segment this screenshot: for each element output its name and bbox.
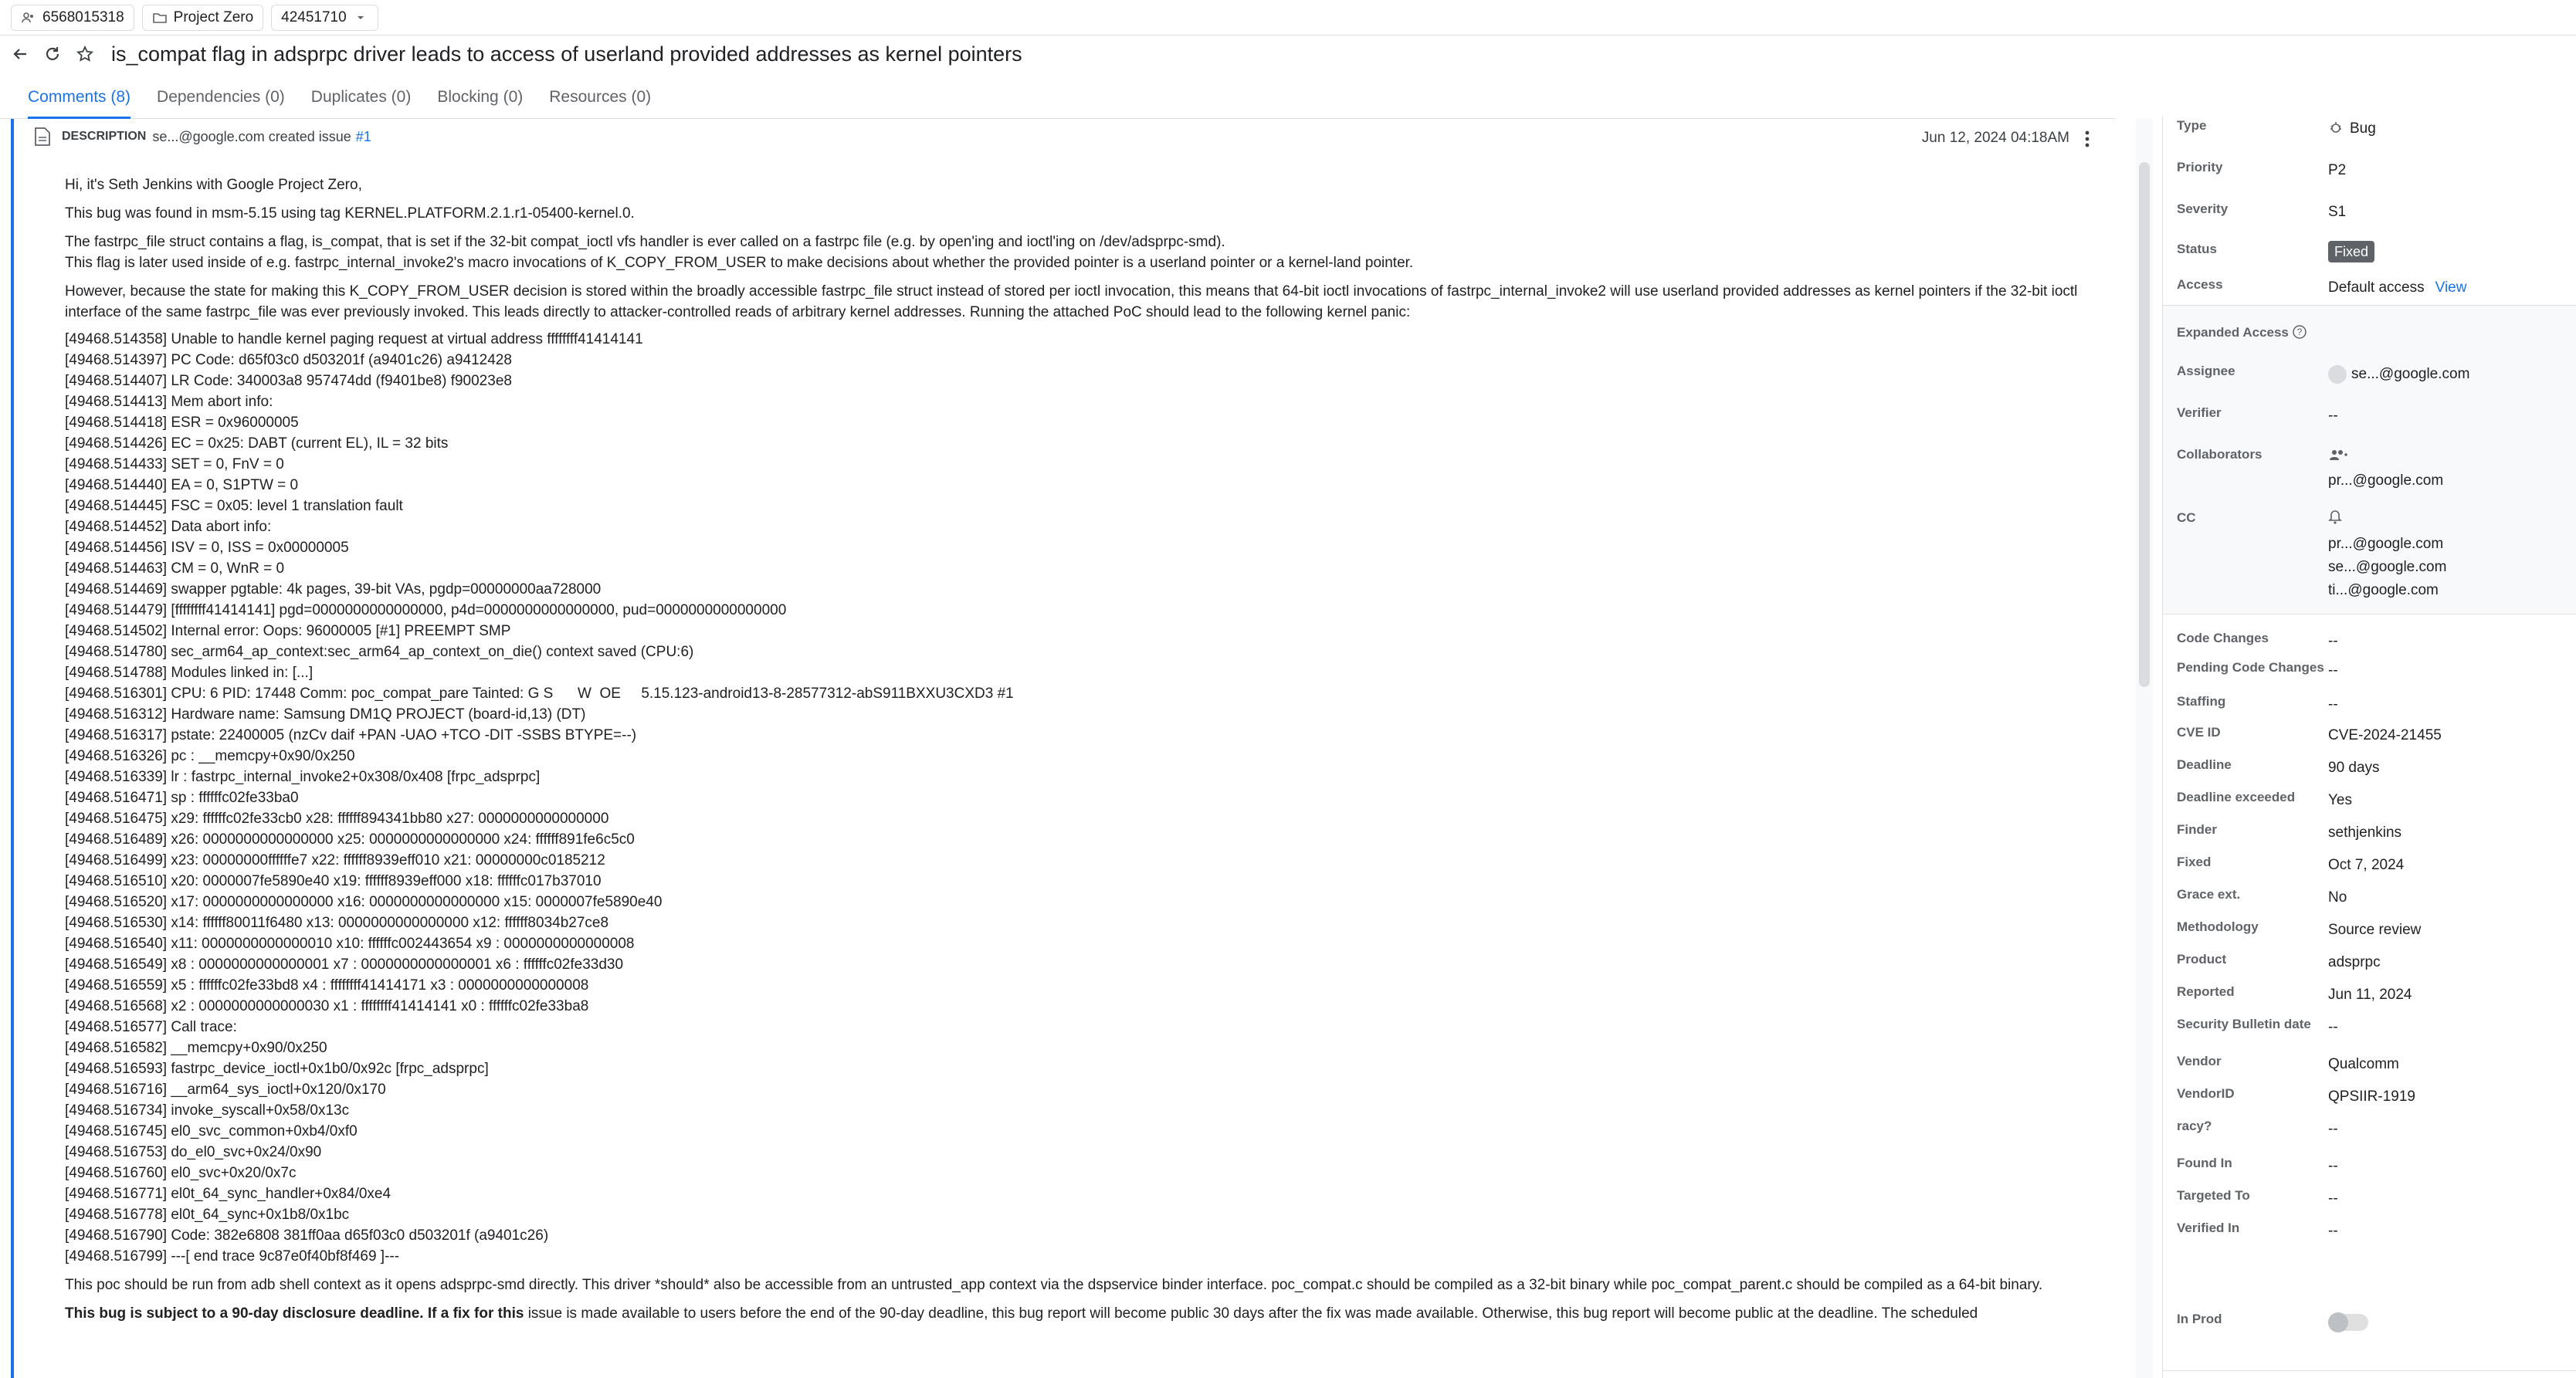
field-label: Severity [2177, 201, 2229, 216]
trace-line: [49468.514397] PC Code: d65f03c0 d503201f (a9401c26) a9412428 [65, 352, 512, 368]
paragraph: This bug was found in msm-5.15 using tag KERNEL.PLATFORM.2.1.r1-05400-kernel.0. [65, 205, 635, 222]
cc-value: pr...@google.com [2328, 536, 2444, 552]
issue-title: is_compat flag in adsprpc driver leads to access of userland provided addresses as kernel pointers [111, 42, 1022, 66]
field-label: Fixed [2177, 855, 2212, 869]
trace-line: [49468.516317] pstate: 22400005 (nzCv daif +PAN -UAO +TCO -DIT -SSBS BTYPE=--) [65, 727, 637, 743]
refresh-icon[interactable] [43, 45, 62, 63]
custom-field-row [2163, 951, 2576, 974]
in-prod-toggle[interactable] [2328, 1314, 2368, 1331]
trace-line: [49468.514452] Data abort info: [65, 519, 272, 535]
field-cc [2163, 510, 2576, 602]
field-priority [2163, 159, 2576, 182]
trace-line: [49468.516568] x2 : 0000000000000030 x1 : ffffffff41414141 x0 : ffffffc02fe33ba8 [65, 998, 589, 1014]
field-value[interactable]: -- [2328, 1190, 2338, 1207]
field-value[interactable]: -- [2328, 633, 2338, 649]
top-bar [0, 0, 2576, 36]
trace-line: [49468.514445] FSC = 0x05: level 1 translation fault [65, 498, 403, 514]
star-icon[interactable] [76, 45, 94, 63]
trace-line: [49468.514788] Modules linked in: [...] [65, 665, 314, 681]
avatar [2328, 365, 2347, 384]
in-prod-cell [2328, 1311, 2576, 1334]
field-value[interactable]: Qualcomm [2328, 1056, 2399, 1072]
field-assignee [2163, 363, 2576, 386]
folder-icon [152, 10, 168, 25]
field-label: Finder [2177, 822, 2217, 837]
paragraph: However, because the state for making this K_COPY_FROM_USER decision is stored within the broadly accessible fastrpc_file struct instead of stored per ioctl invocation, this means that 64-bit ioctl invocations of fastrpc_internal_invoke2 will use userland provided addresses as kernel pointers if the 32-bit ioctl interface of the same fastrpc_file was ever previously invoked. This leads directly to attacker-controlled reads of arbitrary kernel addresses. Running the attached PoC should lead to the following kernel panic: [65, 283, 2078, 320]
trace-line: [49468.514407] LR Code: 340003a8 957474dd (f9401be8) f90023e8 [65, 373, 512, 389]
trace-line: [49468.514413] Mem abort info: [65, 394, 273, 410]
field-label: Verifier [2177, 405, 2222, 420]
field-label: Verified In [2177, 1221, 2240, 1235]
assignee-cell[interactable] [2328, 363, 2576, 386]
field-value[interactable]: adsprpc [2328, 954, 2381, 970]
field-label: Collaborators [2177, 447, 2262, 462]
trace-line: [49468.516549] x8 : 0000000000000001 x7 : 0000000000000001 x6 : ffffffc02fe33d30 [65, 956, 624, 973]
divider [2162, 614, 2576, 615]
description-label: DESCRIPTION [62, 130, 147, 143]
tab-bar [0, 77, 2116, 119]
trace-line: [49468.514469] swapper pgtable: 4k pages, 39-bit VAs, pgdp=00000000aa728000 [65, 581, 602, 598]
trace-line: [49468.516530] x14: ffffff80011f6480 x13: 0000000000000000 x12: ffffff8034b27ce8 [65, 915, 609, 931]
help-icon[interactable] [2292, 324, 2307, 340]
field-label: Targeted To [2177, 1188, 2250, 1203]
trace-line: [49468.516716] __arm64_sys_ioctl+0x120/0x170 [65, 1082, 386, 1098]
trace-line: [49468.516577] Call trace: [65, 1019, 237, 1035]
tab-dependencies[interactable]: Dependencies (0) [157, 88, 285, 106]
title-bar [0, 36, 2576, 73]
field-value[interactable]: -- [2328, 696, 2338, 713]
custom-field-row [2163, 1085, 2576, 1109]
field-value[interactable]: -- [2328, 1019, 2338, 1035]
field-value[interactable]: Yes [2328, 792, 2352, 808]
project-chip[interactable] [142, 5, 263, 31]
custom-field-row [2163, 1053, 2576, 1076]
custom-field-row [2163, 919, 2576, 942]
trace-line: [49468.514358] Unable to handle kernel paging request at virtual address ffffffff41414141 [65, 331, 643, 347]
paragraph: Hi, it's Seth Jenkins with Google Project Zero, [65, 177, 362, 193]
field-label: Staffing [2177, 694, 2226, 709]
custom-field-row [2163, 724, 2576, 747]
field-label: Security Bulletin date [2177, 1017, 2311, 1031]
field-verifier [2163, 405, 2576, 428]
trace-line: [49468.516339] lr : fastrpc_internal_invoke2+0x308/0x408 [frpc_adsprpc] [65, 769, 541, 785]
access-view-link[interactable]: View [2435, 279, 2467, 296]
field-label: CVE ID [2177, 725, 2221, 740]
custom-field-row [2163, 1155, 2576, 1178]
status-badge: Fixed [2328, 241, 2374, 262]
deadline-bold: This bug is subject to a 90-day disclosure deadline. If a fix for this [65, 1305, 524, 1322]
paragraph: The fastrpc_file struct contains a flag, is_compat, that is set if the 32-bit compat_ioctl vfs handler is ever called on a fastrpc file (e.g. by open'ing and ioctl'ing on /dev/adsprpc-smd). [65, 234, 1225, 250]
description-author: se...@google.com created issue [152, 128, 351, 144]
custom-field-row [2163, 659, 2576, 682]
trace-line: [49468.516510] x20: 0000007fe5890e40 x19: ffffff8939eff000 x18: ffffffc017b37010 [65, 873, 602, 889]
deadline-paragraph [65, 1303, 2103, 1324]
trace-line: [49468.516520] x17: 0000000000000000 x16: 0000000000000000 x15: 0000007fe5890e40 [65, 894, 663, 910]
scrollbar-thumb[interactable] [2139, 162, 2150, 687]
trace-line: [49468.514418] ESR = 0x96000005 [65, 415, 299, 431]
custom-field-row [2163, 1016, 2576, 1039]
trace-line: [49468.516475] x29: ffffffc02fe33cb0 x28: ffffff894341bb80 x27: 0000000000000000 [65, 811, 609, 827]
svg-text:?: ? [2296, 327, 2303, 337]
priority-value[interactable]: P2 [2328, 162, 2347, 178]
field-access [2163, 276, 2576, 300]
field-label: Priority [2177, 160, 2223, 174]
cc-value: se...@google.com [2328, 559, 2447, 575]
issue-comment-link[interactable]: #1 [355, 128, 371, 144]
divider [2162, 305, 2576, 306]
bell-icon [2328, 510, 2342, 525]
field-severity [2163, 201, 2576, 224]
group-add-icon [2328, 448, 2348, 462]
field-value[interactable]: QPSIIR-1919 [2328, 1089, 2415, 1105]
assignee-value: se...@google.com [2351, 366, 2470, 382]
field-label: Status [2177, 242, 2217, 256]
paragraph: This flag is later used inside of e.g. fastrpc_internal_invoke2's macro invocations of K_COPY_FROM_USER to make decisions about whether the provided pointer is a userland pointer or a kernel-land pointer. [65, 255, 1414, 271]
trace-line: [49468.516745] el0_svc_common+0xb4/0xf0 [65, 1123, 358, 1139]
caret-down-icon [353, 10, 368, 25]
tab-comments[interactable]: Comments (8) [28, 77, 130, 119]
custom-field-row [2163, 789, 2576, 812]
field-label: Deadline [2177, 757, 2232, 772]
issue-id-chip[interactable] [271, 5, 378, 31]
field-label: Grace ext. [2177, 887, 2241, 902]
custom-field-row [2163, 886, 2576, 909]
field-value[interactable]: Jun 11, 2024 [2328, 987, 2412, 1003]
field-value[interactable]: No [2328, 889, 2347, 906]
description-body [65, 174, 2103, 1332]
custom-field-row [2163, 630, 2576, 653]
tab-blocking[interactable]: Blocking (0) [437, 88, 524, 106]
type-value: Bug [2350, 120, 2376, 137]
field-label: CC [2177, 510, 2196, 525]
field-label: Code Changes [2177, 631, 2269, 645]
field-label: Type [2177, 118, 2207, 133]
field-label: racy? [2177, 1119, 2212, 1133]
trace-line: [49468.514456] ISV = 0, ISS = 0x00000005 [65, 540, 349, 556]
field-value[interactable]: CVE-2024-21455 [2328, 727, 2442, 743]
comment-date: Jun 12, 2024 04:18AM [1921, 130, 2069, 146]
custom-field-row [2163, 1220, 2576, 1243]
trace-line: [49468.516499] x23: 00000000ffffffe7 x22: ffffff8939eff010 x21: 00000000c0185212 [65, 852, 605, 868]
field-label: Pending Code Changes [2177, 660, 2324, 675]
verifier-value[interactable]: -- [2328, 408, 2338, 424]
issue-id-text: 42451710 [281, 8, 347, 25]
trace-line: [49468.516771] el0t_64_sync_handler+0x84/0xe4 [65, 1186, 391, 1202]
trace-line: [49468.516790] Code: 382e6808 381ff0aa d65f03c0 d503201f (a9401c26) [65, 1227, 549, 1244]
trace-line: [49468.514479] [ffffffff41414141] pgd=0000000000000000, p4d=0000000000000000, pud=0000000000000000 [65, 602, 787, 618]
trace-line: [49468.516582] __memcpy+0x90/0x250 [65, 1040, 327, 1056]
more-vert-icon[interactable] [2082, 128, 2093, 150]
trace-line: [49468.514440] EA = 0, S1PTW = 0 [65, 477, 299, 493]
component-id-chip[interactable] [11, 5, 134, 31]
status-cell[interactable] [2328, 241, 2576, 264]
trace-line: [49468.514780] sec_arm64_ap_context:sec_arm64_ap_context_on_die() context saved (CPU:6) [65, 644, 694, 660]
access-cell [2328, 276, 2576, 300]
field-label: Deadline exceeded [2177, 790, 2296, 804]
field-type [2163, 117, 2576, 141]
trace-line: [49468.516734] invoke_syscall+0x58/0x13c [65, 1102, 350, 1119]
severity-value[interactable]: S1 [2328, 204, 2347, 220]
trace-line: [49468.516753] do_el0_svc+0x24/0x90 [65, 1144, 322, 1160]
custom-field-row [2163, 854, 2576, 877]
trace-line: [49468.516326] pc : __memcpy+0x90/0x250 [65, 748, 355, 764]
people-icon [21, 10, 36, 25]
field-label: VendorID [2177, 1086, 2235, 1101]
collaborator-value: pr...@google.com [2328, 472, 2444, 489]
bug-icon [2328, 120, 2344, 135]
trace-line: [49468.514433] SET = 0, FnV = 0 [65, 456, 284, 472]
field-label: Product [2177, 952, 2227, 967]
trace-line: [49468.516301] CPU: 6 PID: 17448 Comm: poc_compat_pare Tainted: G S W OE 5.15.123-android13-8-28577312-abS911BXXU3CXD3 #1 [65, 686, 1014, 702]
expanded-access-label: Expanded Access [2177, 325, 2289, 340]
field-in-prod [2163, 1311, 2576, 1334]
project-name-text: Project Zero [173, 8, 254, 25]
trace-line: [49468.516471] sp : ffffffc02fe33ba0 [65, 790, 299, 806]
field-label: Reported [2177, 984, 2235, 999]
collaborators-cell[interactable] [2328, 446, 2576, 493]
trace-line: [49468.516540] x11: 0000000000000010 x10: ffffffc002443654 x9 : 0000000000000008 [65, 936, 635, 952]
back-arrow-icon[interactable] [11, 45, 29, 63]
field-value[interactable]: -- [2328, 1121, 2338, 1137]
component-id-text: 6568015318 [42, 8, 124, 25]
field-label: Vendor [2177, 1054, 2222, 1068]
cc-value: ti...@google.com [2328, 582, 2439, 598]
field-value[interactable]: sethjenkins [2328, 824, 2402, 841]
trace-line: [49468.514426] EC = 0x25: DABT (current EL), IL = 32 bits [65, 435, 449, 452]
tab-resources[interactable]: Resources (0) [549, 88, 652, 106]
custom-field-row [2163, 757, 2576, 780]
field-value[interactable]: -- [2328, 662, 2338, 679]
field-label: Access [2177, 277, 2223, 292]
trace-line: [49468.516799] ---[ end trace 9c87e0f40bf8f469 ]--- [65, 1248, 400, 1265]
field-label: In Prod [2177, 1312, 2222, 1326]
field-value[interactable] [2328, 117, 2576, 141]
trace-line: [49468.516489] x26: 0000000000000000 x25: 0000000000000000 x24: ffffff891fe6c5c0 [65, 831, 635, 848]
cc-cell[interactable] [2328, 510, 2576, 602]
field-label: Assignee [2177, 364, 2235, 378]
trace-line: [49468.514463] CM = 0, WnR = 0 [65, 560, 285, 577]
deadline-rest: issue is made available to users before the end of the 90-day deadline, this bug report will become public 30 days after the fix was made available. Otherwise, this bug report will become public at the deadline. The scheduled [524, 1305, 1978, 1322]
trace-line: [49468.516778] el0t_64_sync+0x1b8/0x1bc [65, 1207, 350, 1223]
custom-field-row [2163, 1187, 2576, 1210]
trace-line: [49468.514502] Internal error: Oops: 96000005 [#1] PREEMPT SMP [65, 623, 511, 639]
field-value[interactable]: 90 days [2328, 760, 2380, 776]
field-value[interactable]: -- [2328, 1223, 2338, 1239]
field-status [2163, 241, 2576, 264]
paragraph: This poc should be run from adb shell context as it opens adsprpc-smd directly. This driver *should* also be accessible from an untrusted_app context via the dspservice binder interface. poc_compat.c should be compiled as a 32-bit binary while poc_compat_parent.c should be compiled as a 64-bit binary. [65, 1277, 2043, 1293]
field-label: Methodology [2177, 919, 2259, 934]
custom-field-row [2163, 984, 2576, 1007]
field-collaborators [2163, 446, 2576, 493]
trace-line: [49468.516559] x5 : ffffffc02fe33bd8 x4 : ffffffff41414171 x3 : 0000000000000008 [65, 977, 589, 994]
description-header [34, 125, 2114, 148]
field-value[interactable]: -- [2328, 1158, 2338, 1174]
custom-field-row [2163, 821, 2576, 845]
custom-field-row [2163, 1118, 2576, 1141]
divider [2162, 1370, 2576, 1371]
field-value[interactable]: Oct 7, 2024 [2328, 857, 2405, 873]
trace-line: [49468.516312] Hardware name: Samsung DM1Q PROJECT (board-id,13) (DT) [65, 706, 586, 723]
description-panel [11, 119, 2114, 1378]
kernel-trace [65, 329, 2103, 1267]
custom-field-row [2163, 693, 2576, 716]
expanded-access-heading [2163, 324, 2576, 341]
document-icon [34, 127, 51, 147]
field-label: Found In [2177, 1156, 2232, 1170]
tab-duplicates[interactable]: Duplicates (0) [310, 88, 412, 106]
field-value[interactable]: Source review [2328, 922, 2422, 938]
trace-line: [49468.516593] fastrpc_device_ioctl+0x1b0/0x92c [frpc_adsprpc] [65, 1061, 489, 1077]
trace-line: [49468.516760] el0_svc+0x20/0x7c [65, 1165, 297, 1181]
access-value: Default access [2328, 279, 2425, 296]
